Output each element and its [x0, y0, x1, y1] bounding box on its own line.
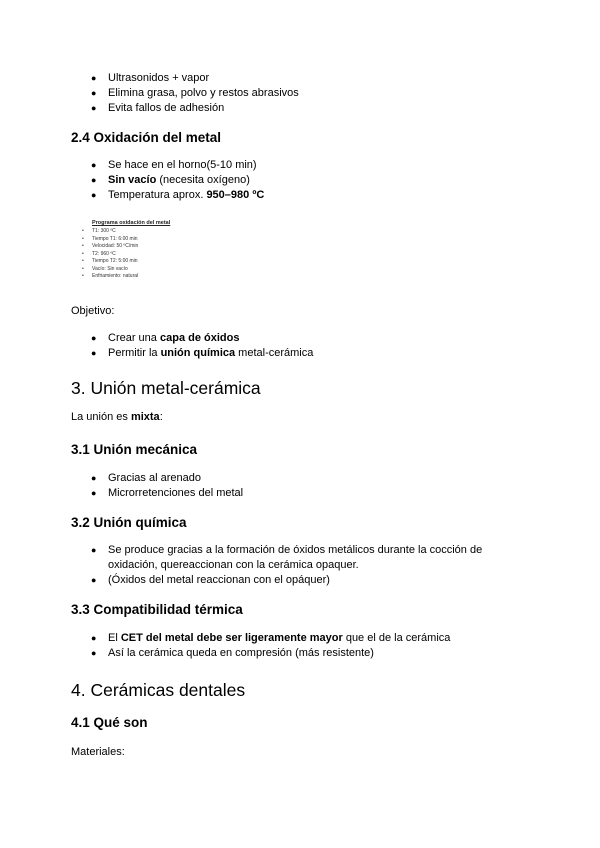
list-item: ● El CET del metal debe ser ligeramente mayor que el de la cerámica [91, 632, 451, 644]
list-item: ● Así la cerámica queda en compresión (más resistente) [91, 647, 374, 659]
bullet-icon: ● [91, 73, 97, 83]
list-item: ● Elimina grasa, polvo y restos abrasivos [91, 87, 299, 99]
list-item: ● Ultrasonidos + vapor [91, 72, 210, 84]
program-item: • Vacío: Sin vacío [82, 265, 128, 272]
list-item: ● Microrretenciones del metal [91, 487, 244, 499]
bullet-icon: ● [91, 575, 97, 585]
mechanical-list [71, 471, 243, 501]
list-item: ● (Óxidos del metal reaccionan con el opáquer) [91, 574, 330, 586]
section-heading-2-4: 2.4 Oxidación del metal [71, 130, 222, 145]
bullet-icon: ● [91, 175, 97, 185]
bullet-icon: ● [91, 473, 97, 483]
bullet-icon: • [82, 243, 84, 249]
section-heading-3-1: 3.1 Unión mecánica [71, 442, 198, 457]
bullet-icon: ● [91, 545, 97, 555]
thermal-list [71, 631, 450, 661]
program-item: • Tiempo T1: 6:00 min [82, 235, 138, 242]
section-heading-4: 4. Cerámicas dentales [71, 680, 246, 700]
bullet-icon: ● [91, 160, 97, 170]
program-list [80, 228, 138, 281]
objetivo-label: Objetivo: [71, 305, 115, 317]
oxidation-program-image [80, 220, 192, 289]
bullet-icon: ● [91, 633, 97, 643]
union-intro: La unión es mixta: [71, 411, 163, 423]
list-item: ● Evita fallos de adhesión [91, 102, 225, 114]
section-heading-4-1: 4.1 Qué son [71, 715, 148, 730]
oxidation-list [71, 158, 264, 203]
program-item: • Enfriamiento: natural [82, 273, 139, 279]
bullet-icon: • [82, 258, 84, 264]
program-title: Programa oxidación del metal [92, 220, 171, 226]
bullet-icon: ● [91, 190, 97, 200]
chemical-list [71, 543, 531, 588]
list-item: ● Crear una capa de óxidos [91, 332, 240, 344]
section-heading-3: 3. Unión metal-cerámica [71, 378, 261, 398]
list-item: ● Se produce gracias a la formación de óxidos metálicos durante la cocción de oxidación, quereaccionan con la cerámica opaquer. [91, 544, 483, 571]
program-item: • Velocidad: 50 ºC/min [82, 243, 139, 249]
program-item: • Tiempo T2: 5:00 min [82, 258, 138, 264]
section-heading-3-2: 3.2 Unión química [71, 515, 187, 530]
list-item: ● Se hace en el horno(5-10 min) [91, 159, 257, 171]
list-item: ● Temperatura aprox. 950–980 ºC [91, 189, 265, 201]
program-item: • T2: 960 ºC [82, 250, 116, 257]
intro-list [71, 71, 299, 116]
bullet-icon: • [82, 235, 84, 242]
bullet-icon: • [82, 250, 84, 257]
bullet-icon: ● [91, 488, 97, 498]
bullet-icon: ● [91, 348, 97, 358]
bullet-icon: • [82, 228, 84, 234]
materiales-label: Materiales: [71, 746, 125, 758]
list-item: ● Sin vacío (necesita oxígeno) [91, 174, 250, 186]
bullet-icon: ● [91, 333, 97, 343]
bullet-icon: • [82, 265, 84, 272]
objetivo-list [71, 331, 313, 361]
list-item: ● Gracias al arenado [91, 472, 201, 484]
list-item: ● Permitir la unión química metal-cerámica [91, 347, 314, 359]
bullet-icon: ● [91, 103, 97, 113]
program-item: • T1: 300 ºC [82, 228, 116, 234]
bullet-icon: • [82, 273, 84, 279]
bullet-icon: ● [91, 88, 97, 98]
bullet-icon: ● [91, 648, 97, 658]
section-heading-3-3: 3.3 Compatibilidad térmica [71, 602, 243, 617]
